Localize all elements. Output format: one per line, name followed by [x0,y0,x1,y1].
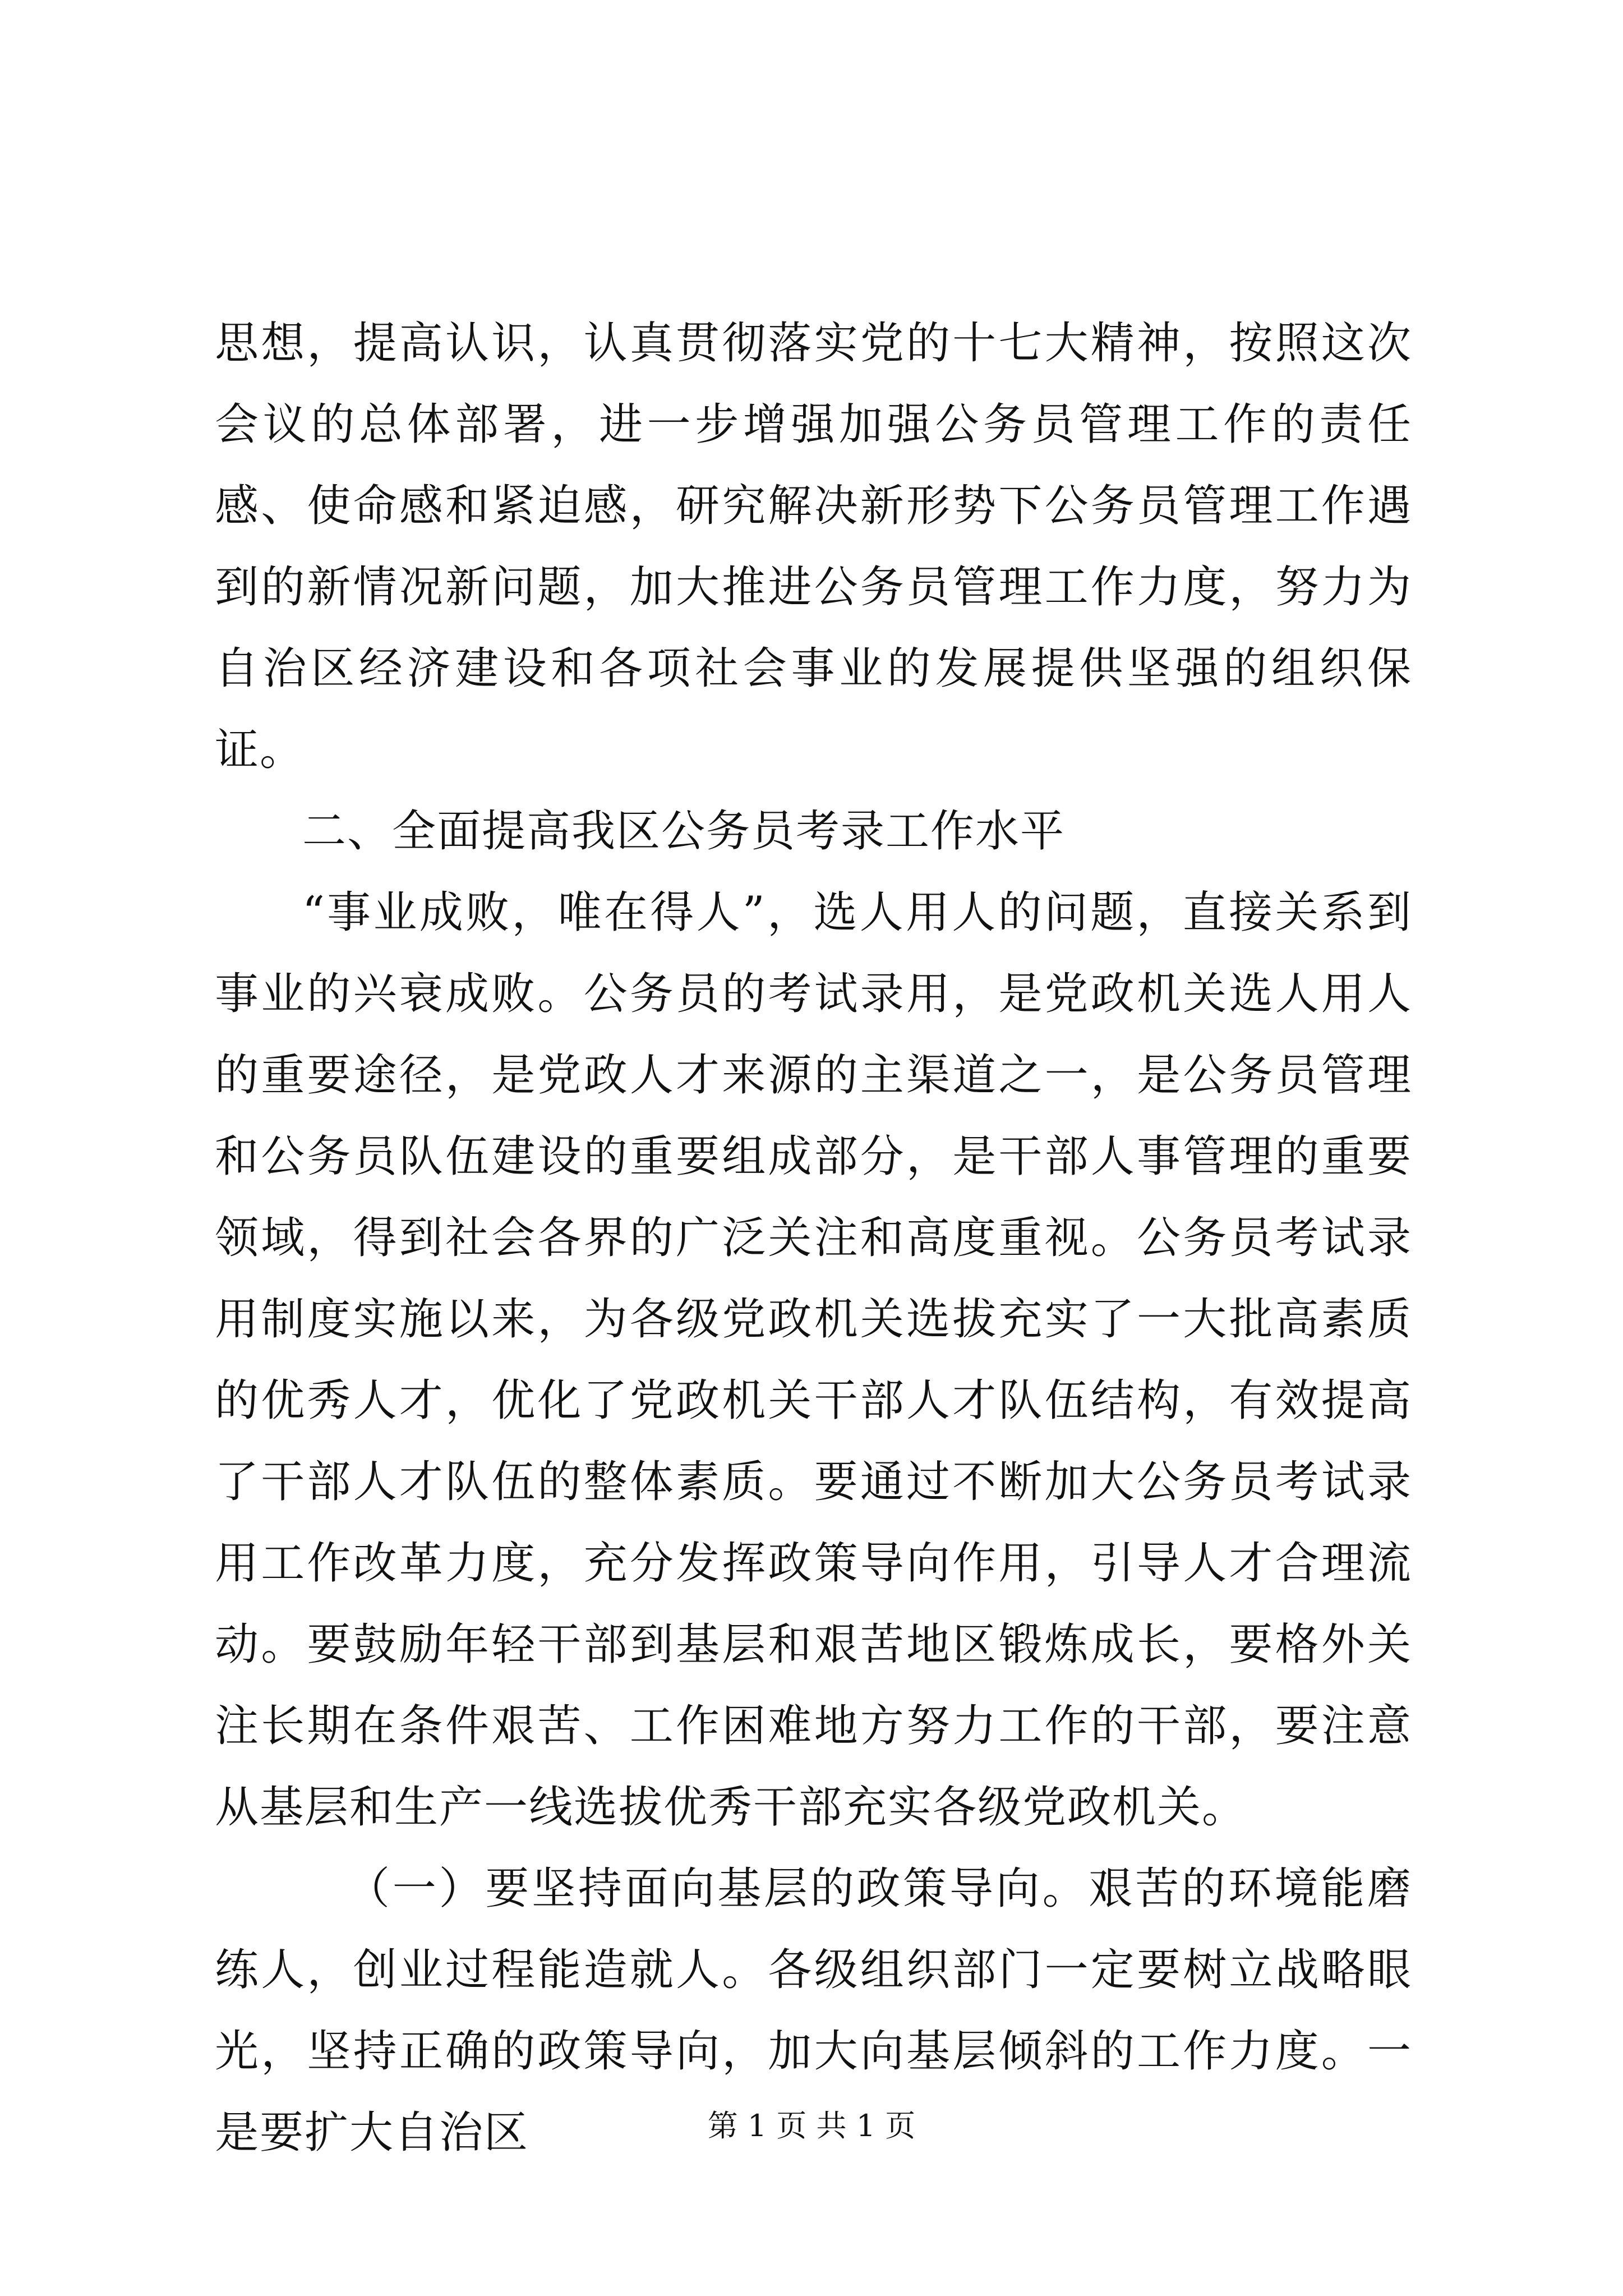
document-body [215,303,1412,2174]
paragraph-subsection: （一）要坚持面向基层的政策导向。艰苦的环境能磨练人，创业过程能造就人。各级组织部门一定要树立战略眼光，坚持正确的政策导向，加大向基层倾斜的工作力度。一是要扩大自治区 [215,1864,1412,2158]
page-footer [0,2104,1623,2148]
paragraph-body: “事业成败，唯在得人”，选人用人的问题，直接关系到事业的兴衰成败。公务员的考试录用，是党政机关选人用人的重要途径，是党政人才来源的主渠道之一，是公务员管理和公务员队伍建设的重要组成部分，是干部人事管理的重要领域，得到社会各界的广泛关注和高度重视。公务员考试录用制度实施以来，为各级党政机关选拔充实了一大批高素质的优秀人才，优化了党政机关干部人才队伍结构，有效提高了干部人才队伍的整体素质。要通过不断加大公务员考试录用工作改革力度，充分发挥政策导向作用，引导人才合理流动。要鼓励年轻干部到基层和艰苦地区锻炼成长，要格外关注长期在条件艰苦、工作困难地方努力工作的干部，要注意从基层和生产一线选拔优秀干部充实各级党政机关。 [215,887,1412,1833]
section-heading: 二、全面提高我区公务员考录工作水平 [302,806,1066,857]
paragraph-continuation: 思想，提高认识，认真贯彻落实党的十七大精神，按照这次会议的总体部署，进一步增强加强公务员管理工作的责任感、使命感和紧迫感，研究解决新形势下公务员管理工作遇到的新情况新问题，加大推进公务员管理工作力度，努力为自治区经济建设和各项社会事业的发展提供坚强的组织保证。 [215,318,1412,775]
page-number-label: 第 1 页 共 1 页 [707,2108,916,2143]
